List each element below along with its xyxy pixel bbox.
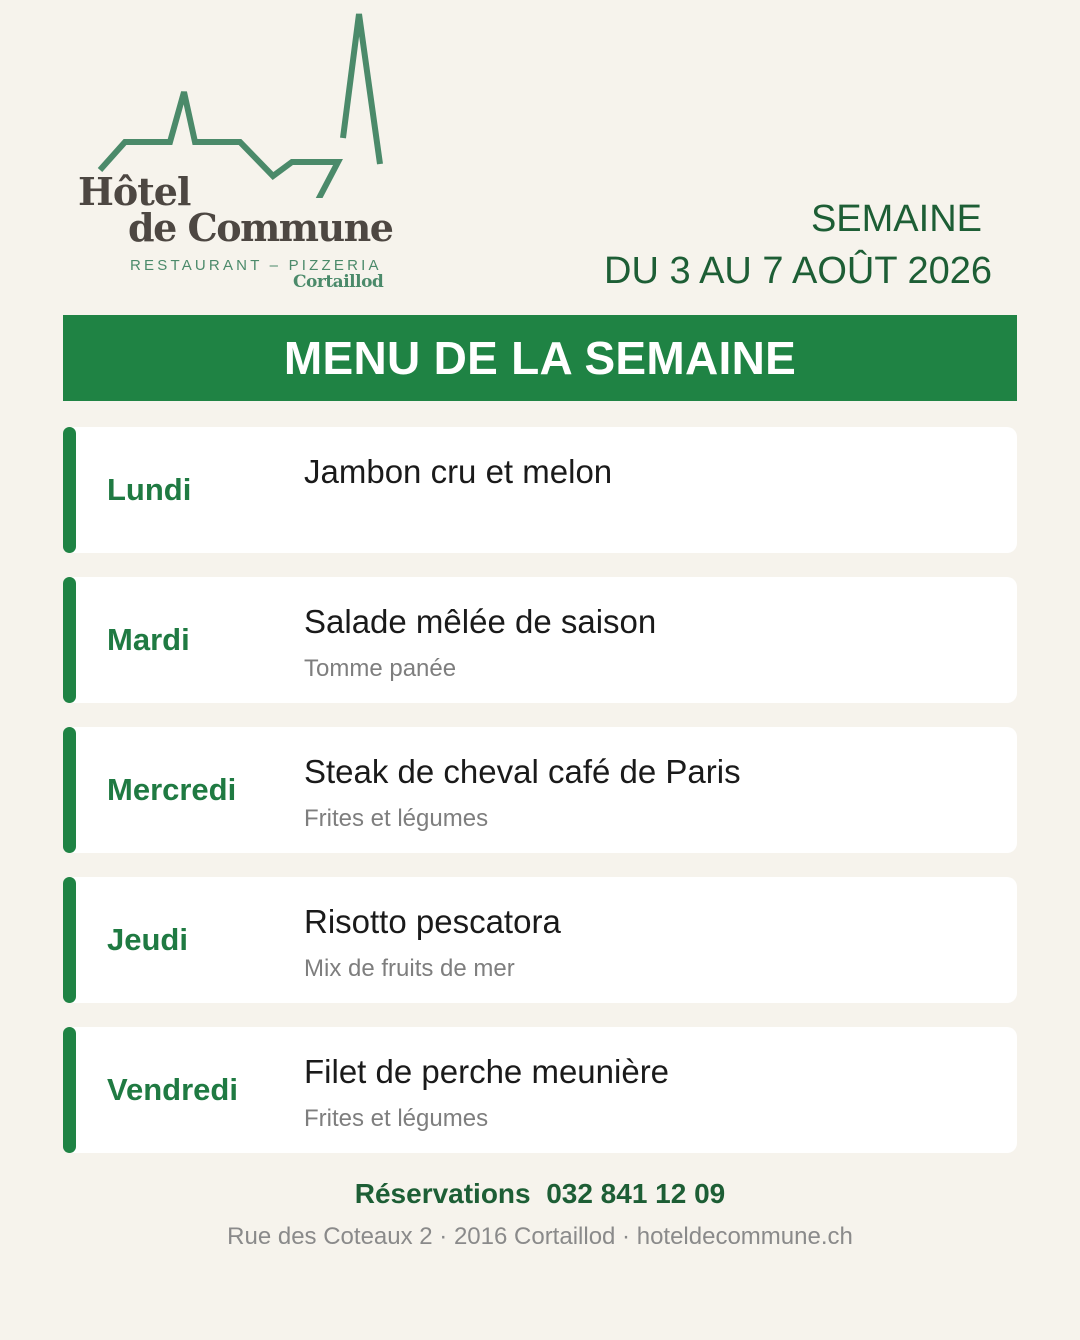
day-label: Lundi [107, 472, 192, 507]
logo-wordmark-hotel: Hôtel [78, 169, 191, 214]
day-label: Vendredi [107, 1072, 238, 1107]
day-label: Mardi [107, 622, 190, 657]
logo-town: Cortaillod [293, 272, 384, 292]
hotel-logo [70, 8, 400, 293]
accent-bar [63, 427, 76, 553]
accent-bar [63, 577, 76, 703]
week-heading [604, 193, 992, 297]
day-label: Mercredi [107, 772, 237, 807]
dish-name: Jambon cru et melon [304, 453, 613, 490]
reservations-line [0, 1177, 1080, 1211]
address-line: Rue des Coteaux 2 · 2016 Cortaillod · hoteldecommune.ch [227, 1223, 853, 1250]
logo-subtitle: RESTAURANT – PIZZERIA [130, 257, 382, 274]
accent-bar [63, 727, 76, 853]
dish-name: Filet de perche meunière [304, 1053, 670, 1090]
reservations-label: Réservations [354, 1178, 531, 1209]
menu-day-card [63, 427, 1017, 553]
week-dates: DU 3 AU 7 AOÛT 2026 [604, 250, 992, 292]
menu-day-card [63, 877, 1017, 1003]
menu-day-card [63, 727, 1017, 853]
phone-number[interactable]: 032 841 12 09 [546, 1178, 726, 1209]
accent-bar [63, 877, 76, 1003]
accent-bar [63, 1027, 76, 1153]
dish-side: Tomme panée [304, 655, 457, 682]
logo-wordmark-commune: de Commune [128, 205, 393, 250]
dish-name: Risotto pescatora [304, 903, 561, 940]
dish-side: Frites et légumes [304, 805, 489, 832]
menu-title-banner: MENU DE LA SEMAINE [63, 315, 1017, 401]
dish-name: Steak de cheval café de Paris [304, 753, 741, 790]
menu-day-card [63, 577, 1017, 703]
week-label: SEMAINE [810, 198, 982, 240]
dish-side: Frites et légumes [304, 1105, 489, 1132]
day-label: Jeudi [107, 922, 188, 957]
dish-name: Salade mêlée de saison [304, 603, 657, 640]
menu-day-card [63, 1027, 1017, 1153]
dish-side: Mix de fruits de mer [304, 955, 515, 982]
